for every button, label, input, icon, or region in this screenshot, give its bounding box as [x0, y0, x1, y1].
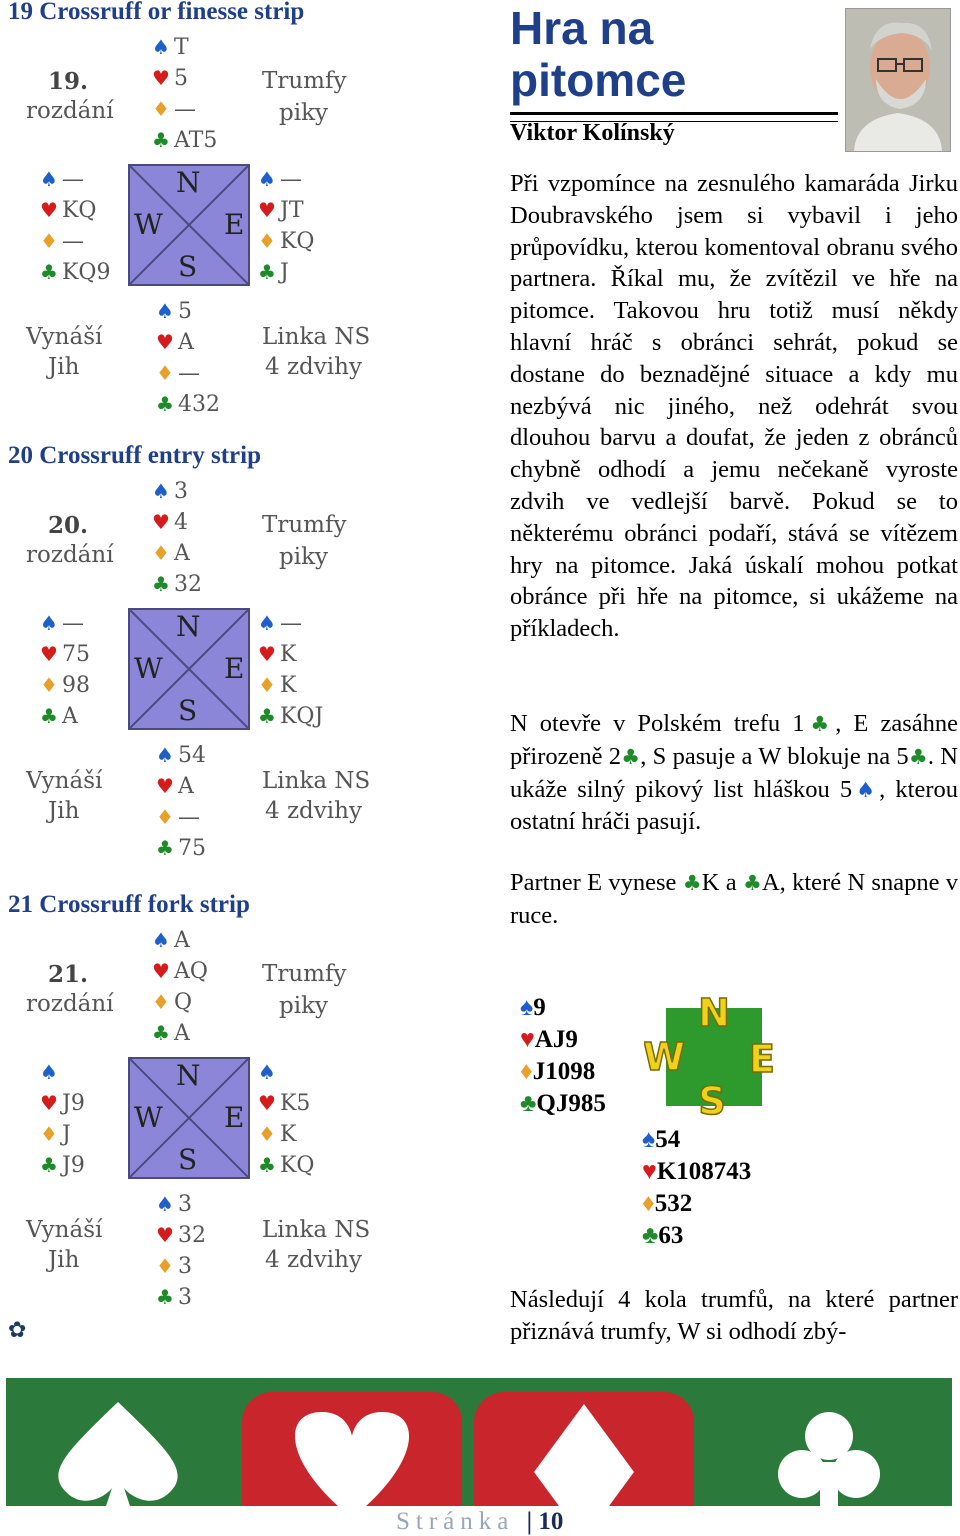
lead-text-3: A, které N snapne v ruce. — [510, 869, 959, 929]
south-diamonds: 532 — [654, 1190, 693, 1217]
compass-square — [128, 164, 250, 286]
west-diamond-row — [36, 226, 110, 257]
lead-text-1: Partner E vynese — [510, 869, 683, 896]
west-spade-row — [36, 164, 110, 195]
title-line-1: Hra na — [510, 2, 654, 54]
north-hand — [148, 925, 208, 1049]
west-club-row — [36, 257, 110, 288]
north-spade-row — [148, 32, 217, 63]
example-compass-s: S — [698, 1079, 726, 1120]
south-club-cards: 432 — [178, 392, 220, 417]
diamond-icon: ♦ — [156, 1254, 174, 1278]
spade-icon: ♠ — [258, 611, 276, 635]
west-club-row — [36, 1150, 85, 1181]
west-spade-cards: — — [62, 167, 84, 192]
diamond-icon: ♦ — [40, 673, 58, 697]
deal-heading: 21 Crossruff fork strip — [8, 891, 250, 918]
south-heart-cards: A — [178, 330, 194, 355]
south-club-row — [152, 833, 206, 864]
north-club-row — [148, 125, 217, 156]
diamond-icon: ♦ — [520, 1058, 533, 1085]
heart-icon — [295, 1412, 409, 1506]
west-club-cards: A — [62, 704, 78, 729]
trump-suit: piky — [279, 544, 329, 570]
deal-word: rozdání — [26, 991, 114, 1017]
heart-icon: ♥ — [152, 959, 170, 983]
heart-icon: ♥ — [40, 198, 58, 222]
banner-spade-tile — [6, 1392, 230, 1506]
diamond-icon: ♦ — [258, 1122, 276, 1146]
club-icon: ♣ — [156, 392, 174, 416]
example-compass-n: N — [698, 991, 730, 1035]
east-heart-cards: K5 — [280, 1091, 311, 1116]
east-club-row — [254, 257, 314, 288]
club-icon: ♣ — [152, 1021, 170, 1045]
heart-icon: ♥ — [40, 642, 58, 666]
south-club-cards: 3 — [178, 1285, 192, 1310]
east-club-cards: J — [280, 260, 289, 285]
compass-east: E — [224, 208, 245, 241]
heart-icon: ♥ — [642, 1158, 657, 1185]
compass-west: W — [134, 1101, 163, 1134]
east-hand — [254, 608, 323, 732]
page-number: 10 — [538, 1508, 564, 1535]
lead-player: Jih — [48, 1247, 80, 1273]
club-icon: ♣ — [40, 1153, 58, 1177]
club-icon: ♣ — [258, 704, 276, 728]
south-heart-row — [152, 771, 206, 802]
south-hand — [152, 740, 206, 864]
south-hand — [152, 1189, 206, 1313]
north-heart-row — [148, 507, 202, 538]
north-heart-cards: AQ — [174, 959, 208, 984]
contract-line2: 4 zdvihy — [265, 354, 362, 380]
west-hand — [36, 608, 90, 732]
west-heart-row — [36, 639, 90, 670]
club-icon: ♣ — [152, 128, 170, 152]
north-heart-row — [148, 956, 208, 987]
east-club-row — [254, 1150, 314, 1181]
south-heart-row — [152, 1220, 206, 1251]
example-compass-e: E — [749, 1037, 775, 1081]
example-west-hand — [520, 992, 606, 1120]
north-heart-cards: 4 — [174, 510, 188, 535]
club-icon: ♣ — [156, 1285, 174, 1309]
west-spade-row — [36, 608, 90, 639]
deal-diagram — [0, 893, 400, 1333]
south-heart-row — [152, 327, 220, 358]
spade-icon: ♠ — [520, 994, 534, 1021]
bidding-text-5: , kterou ostatní hráči pasují. — [510, 775, 959, 836]
club-icon: ♣ — [40, 260, 58, 284]
diamond-icon: ♦ — [642, 1190, 655, 1217]
spade-icon: ♠ — [40, 611, 58, 635]
south-spade-cards: 54 — [178, 743, 206, 768]
north-diamond-row — [148, 94, 217, 125]
east-hand — [254, 164, 314, 288]
club-icon: ♣ — [258, 1153, 276, 1177]
heart-icon: ♥ — [152, 66, 170, 90]
intro-paragraph: Při vzpomínce na zesnulého kamaráda Jirku Doubravského jsem si vybavil i jeho průpovídku, kterou komentoval obranu svého partnera. Říkal mu, že zvítězil ve hře na pitomce. Takovou hru totiž musí někdy hlavní hráč s obránci sehrát, pokud se dostane do beznadějné situace a kdy mu nezbývá nic jiného, než odehrát svou dlouhou barvu a doufat, že jeden z obránců chybně odhodí a jemu nečekaně vyroste zdvih ve vedlejší barvě. Pokud se to některému obránci podaří, stává se vítězem hry na pitomce. Jaká úskalí mohou potkat obránce při hře na pitomce, si ukážeme na příkladech. — [510, 170, 958, 643]
diamond-icon: ♦ — [152, 97, 170, 121]
deal-heading: 20 Crossruff entry strip — [8, 442, 261, 469]
club-icon: ♣ — [520, 1090, 537, 1117]
south-spades: 54 — [655, 1126, 681, 1153]
north-club-row — [148, 1018, 208, 1049]
compass-north: N — [176, 610, 201, 643]
banner-heart-tile — [242, 1392, 462, 1506]
east-heart-row — [254, 195, 314, 226]
trump-label: Trumfy — [262, 68, 347, 94]
diamond-icon: ♦ — [152, 990, 170, 1014]
bidding-paragraph — [510, 708, 958, 838]
spade-icon — [58, 1402, 177, 1506]
east-spade-row — [254, 608, 323, 639]
article-title — [510, 2, 686, 106]
east-diamond-cards: K — [280, 1122, 297, 1147]
title-line-2: pitomce — [510, 54, 687, 106]
east-club-row — [254, 701, 323, 732]
trump-label: Trumfy — [262, 961, 347, 987]
club-icon: ♣ — [682, 871, 702, 895]
south-club-row — [152, 1282, 206, 1313]
south-spade-row — [152, 296, 220, 327]
heart-icon: ♥ — [152, 510, 170, 534]
heart-icon: ♥ — [156, 330, 174, 354]
west-diamond-cards: — — [62, 229, 84, 254]
club-icon: ♣ — [156, 836, 174, 860]
diamond-icon: ♦ — [156, 805, 174, 829]
spade-icon: ♠ — [40, 1060, 58, 1084]
example-south-hand — [642, 1124, 751, 1252]
lead-player: Jih — [48, 354, 80, 380]
lead-label: Vynáší — [26, 1217, 103, 1243]
spade-icon: ♠ — [152, 928, 170, 952]
example-compass — [644, 990, 784, 1120]
spade-icon: ♠ — [156, 299, 174, 323]
compass-west: W — [134, 208, 163, 241]
east-diamond-row — [254, 670, 323, 701]
spade-icon: ♠ — [156, 743, 174, 767]
diamond-icon: ♦ — [40, 1122, 58, 1146]
north-club-cards: 32 — [174, 572, 202, 597]
club-icon: ♣ — [258, 260, 276, 284]
east-diamond-row — [254, 226, 314, 257]
north-diamond-cards: — — [174, 97, 196, 122]
west-heart-row — [36, 195, 110, 226]
banner-club-tile — [706, 1392, 952, 1506]
lead-paragraph — [510, 867, 958, 932]
lead-label: Vynáší — [26, 768, 103, 794]
west-diamond-row — [36, 1119, 85, 1150]
club-icon: ♣ — [742, 871, 762, 895]
lead-text-2: K a — [701, 869, 743, 896]
compass-east: E — [224, 1101, 245, 1134]
deal-number: 21. — [48, 961, 89, 988]
south-spade-row — [152, 1189, 206, 1220]
south-diamond-cards: — — [178, 805, 200, 830]
compass-north: N — [176, 1059, 201, 1092]
heart-icon: ♥ — [258, 1091, 276, 1115]
west-diamonds: J1098 — [532, 1058, 596, 1085]
north-spade-row — [148, 925, 208, 956]
deal-number: 20. — [48, 512, 89, 539]
spade-icon: ♠ — [152, 479, 170, 503]
compass-south: S — [178, 694, 198, 727]
south-hand — [152, 296, 220, 420]
contract-line1: Linka NS — [262, 768, 371, 794]
contract-line1: Linka NS — [262, 324, 371, 350]
bidding-text-3: , S pasuje a W blokuje na 5 — [640, 742, 909, 770]
north-spade-cards: A — [174, 928, 190, 953]
west-hand — [36, 164, 110, 288]
bidding-text-4: . N ukáže silný pikový list hláškou 5 — [510, 742, 958, 803]
north-club-cards: A — [174, 1021, 190, 1046]
heart-icon: ♥ — [520, 1026, 535, 1053]
spade-icon: ♠ — [258, 1060, 276, 1084]
closing-paragraph: Následují 4 kola trumfů, na které partner přiznává trumfy, W si odhodí zbý- — [510, 1286, 958, 1345]
south-heart-cards: A — [178, 774, 194, 799]
club-icon: ♣ — [152, 572, 170, 596]
club-icon: ♣ — [804, 712, 836, 736]
east-heart-row — [254, 639, 323, 670]
west-clubs: QJ985 — [536, 1090, 606, 1117]
contract-line2: 4 zdvihy — [265, 1247, 362, 1273]
north-club-cards: AT5 — [174, 128, 218, 153]
lead-label: Vynáší — [26, 324, 103, 350]
north-hand — [148, 32, 217, 156]
trump-label: Trumfy — [262, 512, 347, 538]
deal-diagram — [0, 444, 400, 884]
east-heart-cards: JT — [280, 198, 304, 223]
east-heart-row — [254, 1088, 314, 1119]
deal-number: 19. — [48, 68, 89, 95]
deal-word: rozdání — [26, 542, 114, 568]
south-spade-row — [152, 740, 206, 771]
east-hand — [254, 1057, 314, 1181]
spade-icon: ♠ — [156, 1192, 174, 1216]
club-icon: ♣ — [621, 744, 641, 769]
south-diamond-row — [152, 358, 220, 389]
north-heart-row — [148, 63, 217, 94]
east-heart-cards: K — [280, 642, 297, 667]
example-compass-w: W — [644, 1035, 685, 1079]
compass-west: W — [134, 652, 163, 685]
compass-south: S — [178, 1143, 198, 1176]
contract-line1: Linka NS — [262, 1217, 371, 1243]
west-spade-cards: — — [62, 611, 84, 636]
lead-player: Jih — [48, 798, 80, 824]
heart-icon: ♥ — [40, 1091, 58, 1115]
compass-square — [128, 1057, 250, 1179]
heart-icon: ♥ — [156, 774, 174, 798]
heart-icon: ♥ — [258, 198, 276, 222]
west-heart-row — [36, 1088, 85, 1119]
spade-icon: ♠ — [852, 777, 880, 802]
west-hearts: AJ9 — [534, 1026, 578, 1053]
east-spade-row — [254, 164, 314, 195]
club-icon: ♣ — [642, 1222, 659, 1249]
compass-square — [128, 608, 250, 730]
author-photo — [845, 8, 951, 152]
compass-south: S — [178, 250, 198, 283]
west-heart-cards: 75 — [62, 642, 90, 667]
north-spade-row — [148, 476, 202, 507]
club-icon: ♣ — [40, 704, 58, 728]
deal-word: rozdání — [26, 98, 114, 124]
west-club-row — [36, 701, 90, 732]
east-diamond-row — [254, 1119, 314, 1150]
deal-diagram — [0, 0, 400, 440]
south-diamond-row — [152, 1251, 206, 1282]
east-diamond-cards: K — [280, 673, 297, 698]
north-spade-cards: 3 — [174, 479, 188, 504]
bidding-text-2: , E zasáhne přirozeně 2 — [510, 710, 959, 770]
page-footer: Stránka | 10 — [396, 1508, 564, 1535]
north-diamond-cards: Q — [174, 990, 193, 1015]
north-spade-cards: T — [174, 35, 189, 60]
north-diamond-row — [148, 538, 202, 569]
diamond-icon — [534, 1404, 634, 1506]
bidding-text-1: N otevře v Polském trefu 1 — [510, 710, 805, 737]
east-club-cards: KQJ — [280, 704, 324, 729]
diamond-icon: ♦ — [156, 361, 174, 385]
banner-diamond-tile — [474, 1392, 694, 1506]
south-diamond-cards: — — [178, 361, 200, 386]
south-hearts: K108743 — [656, 1158, 752, 1185]
heart-icon: ♥ — [258, 642, 276, 666]
diamond-icon: ♦ — [152, 541, 170, 565]
page-word: Stránka — [396, 1508, 515, 1535]
south-diamond-cards: 3 — [178, 1254, 192, 1279]
east-diamond-cards: KQ — [280, 229, 315, 254]
flower-ornament-icon: ✿ — [8, 1318, 27, 1343]
north-diamond-cards: A — [174, 541, 190, 566]
diamond-icon: ♦ — [258, 673, 276, 697]
south-spade-cards: 3 — [178, 1192, 192, 1217]
west-diamond-cards: 98 — [62, 673, 90, 698]
north-diamond-row — [148, 987, 208, 1018]
south-club-cards: 75 — [178, 836, 206, 861]
diamond-icon: ♦ — [258, 229, 276, 253]
club-icon: ♣ — [908, 744, 928, 769]
west-diamond-row — [36, 670, 90, 701]
east-spade-cards: — — [280, 611, 302, 636]
contract-line2: 4 zdvihy — [265, 798, 362, 824]
trump-suit: piky — [279, 993, 329, 1019]
north-club-row — [148, 569, 202, 600]
south-heart-cards: 32 — [178, 1223, 206, 1248]
diamond-icon: ♦ — [40, 229, 58, 253]
deal-heading: 19 Crossruff or finesse strip — [8, 0, 305, 25]
south-diamond-row — [152, 802, 206, 833]
east-spade-cards: — — [280, 167, 302, 192]
spade-icon: ♠ — [258, 167, 276, 191]
spade-icon: ♠ — [152, 35, 170, 59]
south-spade-cards: 5 — [178, 299, 192, 324]
west-spade-row — [36, 1057, 85, 1088]
north-heart-cards: 5 — [174, 66, 188, 91]
heart-icon: ♥ — [156, 1223, 174, 1247]
compass-north: N — [176, 166, 201, 199]
south-club-row — [152, 389, 220, 420]
west-club-cards: J9 — [62, 1153, 85, 1178]
south-clubs: 63 — [658, 1222, 684, 1249]
spade-icon: ♠ — [642, 1126, 656, 1153]
suit-banner — [6, 1378, 952, 1506]
club-icon — [778, 1412, 880, 1506]
north-hand — [148, 476, 202, 600]
author-name: Viktor Kolínský — [510, 120, 675, 146]
spade-icon: ♠ — [40, 167, 58, 191]
east-spade-row — [254, 1057, 314, 1088]
west-heart-cards: J9 — [62, 1091, 85, 1116]
east-club-cards: KQ — [280, 1153, 315, 1178]
west-heart-cards: KQ — [62, 198, 97, 223]
west-spades: 9 — [533, 994, 546, 1021]
west-club-cards: KQ9 — [62, 260, 111, 285]
compass-east: E — [224, 652, 245, 685]
west-hand — [36, 1057, 85, 1181]
trump-suit: piky — [279, 100, 329, 126]
west-diamond-cards: J — [62, 1122, 71, 1147]
